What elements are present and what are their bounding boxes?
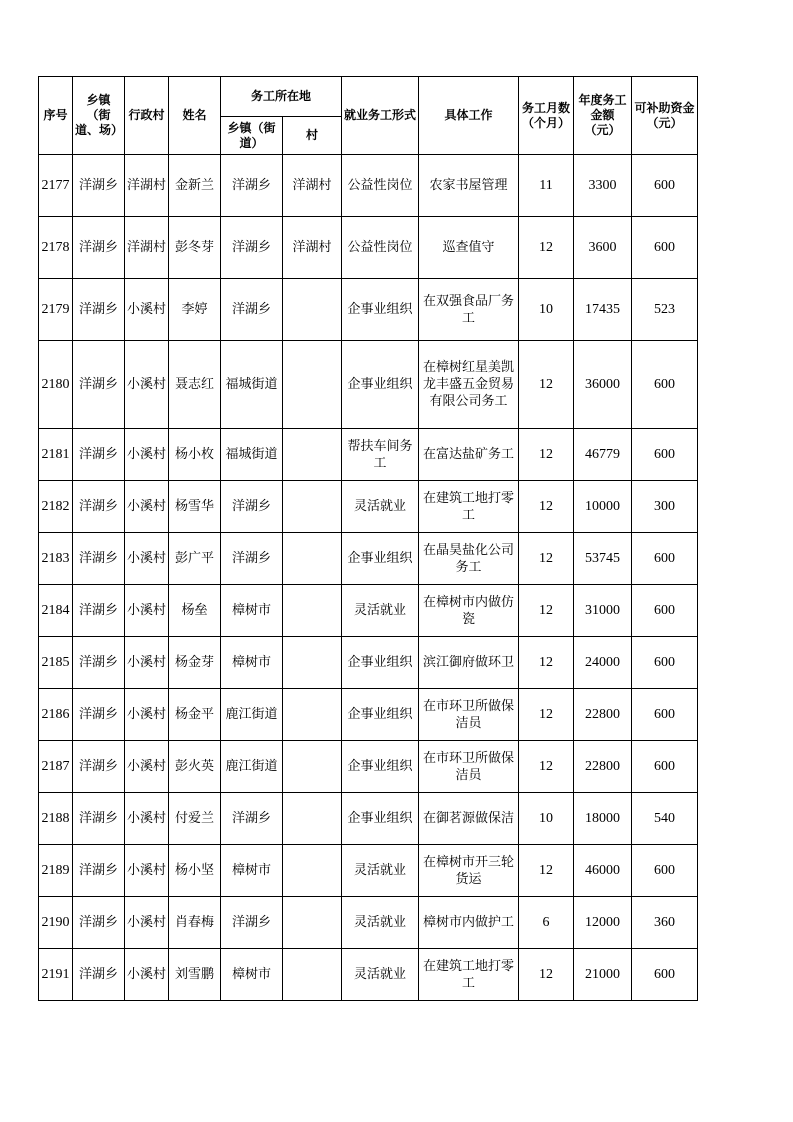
seq-cell: 2187	[39, 741, 73, 793]
work-village-cell	[283, 949, 342, 1001]
months-cell: 12	[519, 585, 574, 637]
name-cell: 彭广平	[169, 533, 221, 585]
village-cell: 小溪村	[125, 741, 169, 793]
work-village-cell	[283, 279, 342, 341]
town-cell: 洋湖乡	[73, 155, 125, 217]
months-cell: 12	[519, 341, 574, 429]
subsidy-cell: 600	[632, 741, 698, 793]
name-cell: 彭火英	[169, 741, 221, 793]
seq-cell: 2184	[39, 585, 73, 637]
village-cell: 小溪村	[125, 341, 169, 429]
town-cell: 洋湖乡	[73, 741, 125, 793]
months-cell: 10	[519, 793, 574, 845]
header-work-village: 村	[283, 117, 342, 155]
town-cell: 洋湖乡	[73, 217, 125, 279]
village-cell: 小溪村	[125, 429, 169, 481]
months-cell: 12	[519, 741, 574, 793]
job-cell: 在双强食品厂务工	[419, 279, 519, 341]
town-cell: 洋湖乡	[73, 533, 125, 585]
work-village-cell	[283, 845, 342, 897]
job-cell: 巡查值守	[419, 217, 519, 279]
work-village-cell	[283, 533, 342, 585]
subsidy-cell: 600	[632, 637, 698, 689]
header-employment-form: 就业务工形式	[342, 77, 419, 155]
header-work-town: 乡镇（街道）	[221, 117, 283, 155]
town-cell: 洋湖乡	[73, 279, 125, 341]
work-village-cell	[283, 793, 342, 845]
annual-amount-cell: 18000	[574, 793, 632, 845]
employment-form-cell: 灵活就业	[342, 481, 419, 533]
header-months: 务工月数（个月）	[519, 77, 574, 155]
work-village-cell	[283, 897, 342, 949]
work-town-cell: 樟树市	[221, 585, 283, 637]
subsidy-cell: 600	[632, 341, 698, 429]
annual-amount-cell: 10000	[574, 481, 632, 533]
header-job: 具体工作	[419, 77, 519, 155]
seq-cell: 2185	[39, 637, 73, 689]
employment-form-cell: 灵活就业	[342, 897, 419, 949]
subsidy-cell: 600	[632, 689, 698, 741]
months-cell: 6	[519, 897, 574, 949]
employment-form-cell: 灵活就业	[342, 845, 419, 897]
name-cell: 杨雪华	[169, 481, 221, 533]
table-row	[39, 585, 698, 637]
job-cell: 在建筑工地打零工	[419, 481, 519, 533]
town-cell: 洋湖乡	[73, 845, 125, 897]
work-town-cell: 洋湖乡	[221, 279, 283, 341]
town-cell: 洋湖乡	[73, 897, 125, 949]
annual-amount-cell: 21000	[574, 949, 632, 1001]
seq-cell: 2177	[39, 155, 73, 217]
village-cell: 洋湖村	[125, 155, 169, 217]
job-cell: 在御茗源做保洁	[419, 793, 519, 845]
table-row	[39, 429, 698, 481]
name-cell: 杨小坚	[169, 845, 221, 897]
seq-cell: 2190	[39, 897, 73, 949]
job-cell: 在樟树红星美凯龙丰盛五金贸易有限公司务工	[419, 341, 519, 429]
job-cell: 在市环卫所做保洁员	[419, 689, 519, 741]
header-subsidy: 可补助资金（元）	[632, 77, 698, 155]
subsidy-cell: 300	[632, 481, 698, 533]
work-village-cell	[283, 429, 342, 481]
work-town-cell: 洋湖乡	[221, 793, 283, 845]
employment-subsidy-table	[38, 76, 698, 1001]
employment-form-cell: 企事业组织	[342, 637, 419, 689]
village-cell: 小溪村	[125, 897, 169, 949]
name-cell: 杨小枚	[169, 429, 221, 481]
name-cell: 肖春梅	[169, 897, 221, 949]
table-row	[39, 741, 698, 793]
header-town: 乡镇（街道、场）	[73, 77, 125, 155]
months-cell: 12	[519, 689, 574, 741]
table-row	[39, 689, 698, 741]
header-village: 行政村	[125, 77, 169, 155]
village-cell: 小溪村	[125, 637, 169, 689]
job-cell: 在樟树市开三轮货运	[419, 845, 519, 897]
job-cell: 樟树市内做护工	[419, 897, 519, 949]
name-cell: 金新兰	[169, 155, 221, 217]
town-cell: 洋湖乡	[73, 637, 125, 689]
table-row	[39, 279, 698, 341]
table-row	[39, 637, 698, 689]
work-village-cell	[283, 341, 342, 429]
subsidy-cell: 600	[632, 533, 698, 585]
work-village-cell	[283, 585, 342, 637]
town-cell: 洋湖乡	[73, 689, 125, 741]
table-row	[39, 533, 698, 585]
months-cell: 12	[519, 845, 574, 897]
months-cell: 12	[519, 217, 574, 279]
work-town-cell: 樟树市	[221, 949, 283, 1001]
work-town-cell: 洋湖乡	[221, 155, 283, 217]
annual-amount-cell: 36000	[574, 341, 632, 429]
village-cell: 小溪村	[125, 793, 169, 845]
work-town-cell: 洋湖乡	[221, 533, 283, 585]
employment-form-cell: 企事业组织	[342, 793, 419, 845]
subsidy-cell: 523	[632, 279, 698, 341]
annual-amount-cell: 24000	[574, 637, 632, 689]
employment-form-cell: 企事业组织	[342, 279, 419, 341]
name-cell: 杨金芽	[169, 637, 221, 689]
annual-amount-cell: 46779	[574, 429, 632, 481]
seq-cell: 2191	[39, 949, 73, 1001]
work-town-cell: 鹿江街道	[221, 741, 283, 793]
table-body	[39, 155, 698, 1001]
header-seq: 序号	[39, 77, 73, 155]
table-row	[39, 341, 698, 429]
seq-cell: 2189	[39, 845, 73, 897]
table-row	[39, 793, 698, 845]
seq-cell: 2183	[39, 533, 73, 585]
town-cell: 洋湖乡	[73, 949, 125, 1001]
employment-form-cell: 帮扶车间务工	[342, 429, 419, 481]
job-cell: 在富达盐矿务工	[419, 429, 519, 481]
header-annual-amount: 年度务工金额（元）	[574, 77, 632, 155]
months-cell: 12	[519, 481, 574, 533]
name-cell: 付爱兰	[169, 793, 221, 845]
town-cell: 洋湖乡	[73, 429, 125, 481]
subsidy-cell: 600	[632, 155, 698, 217]
town-cell: 洋湖乡	[73, 341, 125, 429]
annual-amount-cell: 31000	[574, 585, 632, 637]
name-cell: 彭冬芽	[169, 217, 221, 279]
months-cell: 12	[519, 533, 574, 585]
annual-amount-cell: 3300	[574, 155, 632, 217]
job-cell: 滨江御府做环卫	[419, 637, 519, 689]
subsidy-cell: 540	[632, 793, 698, 845]
work-town-cell: 洋湖乡	[221, 481, 283, 533]
table-row	[39, 481, 698, 533]
work-town-cell: 鹿江街道	[221, 689, 283, 741]
annual-amount-cell: 22800	[574, 741, 632, 793]
employment-form-cell: 灵活就业	[342, 585, 419, 637]
employment-form-cell: 企事业组织	[342, 341, 419, 429]
seq-cell: 2180	[39, 341, 73, 429]
work-town-cell: 洋湖乡	[221, 897, 283, 949]
employment-form-cell: 公益性岗位	[342, 217, 419, 279]
subsidy-cell: 600	[632, 585, 698, 637]
seq-cell: 2188	[39, 793, 73, 845]
job-cell: 在晶昊盐化公司务工	[419, 533, 519, 585]
seq-cell: 2182	[39, 481, 73, 533]
employment-form-cell: 灵活就业	[342, 949, 419, 1001]
name-cell: 聂志红	[169, 341, 221, 429]
work-village-cell	[283, 481, 342, 533]
village-cell: 洋湖村	[125, 217, 169, 279]
table-row	[39, 155, 698, 217]
subsidy-cell: 600	[632, 429, 698, 481]
work-village-cell: 洋湖村	[283, 155, 342, 217]
seq-cell: 2181	[39, 429, 73, 481]
employment-form-cell: 企事业组织	[342, 741, 419, 793]
village-cell: 小溪村	[125, 279, 169, 341]
months-cell: 12	[519, 949, 574, 1001]
header-name: 姓名	[169, 77, 221, 155]
village-cell: 小溪村	[125, 689, 169, 741]
work-village-cell: 洋湖村	[283, 217, 342, 279]
name-cell: 杨金平	[169, 689, 221, 741]
annual-amount-cell: 17435	[574, 279, 632, 341]
table-row	[39, 845, 698, 897]
table-row	[39, 949, 698, 1001]
work-town-cell: 樟树市	[221, 845, 283, 897]
job-cell: 在建筑工地打零工	[419, 949, 519, 1001]
subsidy-cell: 600	[632, 949, 698, 1001]
months-cell: 10	[519, 279, 574, 341]
annual-amount-cell: 46000	[574, 845, 632, 897]
name-cell: 刘雪鹏	[169, 949, 221, 1001]
annual-amount-cell: 12000	[574, 897, 632, 949]
table-row	[39, 217, 698, 279]
seq-cell: 2186	[39, 689, 73, 741]
seq-cell: 2179	[39, 279, 73, 341]
employment-form-cell: 企事业组织	[342, 533, 419, 585]
subsidy-cell: 600	[632, 217, 698, 279]
work-town-cell: 樟树市	[221, 637, 283, 689]
job-cell: 在市环卫所做保洁员	[419, 741, 519, 793]
job-cell: 农家书屋管理	[419, 155, 519, 217]
town-cell: 洋湖乡	[73, 793, 125, 845]
town-cell: 洋湖乡	[73, 585, 125, 637]
work-village-cell	[283, 689, 342, 741]
employment-form-cell: 企事业组织	[342, 689, 419, 741]
work-village-cell	[283, 637, 342, 689]
subsidy-cell: 600	[632, 845, 698, 897]
annual-amount-cell: 3600	[574, 217, 632, 279]
months-cell: 12	[519, 637, 574, 689]
village-cell: 小溪村	[125, 845, 169, 897]
name-cell: 李婷	[169, 279, 221, 341]
village-cell: 小溪村	[125, 533, 169, 585]
work-town-cell: 福城街道	[221, 341, 283, 429]
job-cell: 在樟树市内做仿瓷	[419, 585, 519, 637]
header-work-location: 务工所在地	[221, 77, 342, 117]
work-town-cell: 洋湖乡	[221, 217, 283, 279]
village-cell: 小溪村	[125, 585, 169, 637]
annual-amount-cell: 53745	[574, 533, 632, 585]
seq-cell: 2178	[39, 217, 73, 279]
employment-form-cell: 公益性岗位	[342, 155, 419, 217]
village-cell: 小溪村	[125, 949, 169, 1001]
name-cell: 杨垒	[169, 585, 221, 637]
subsidy-cell: 360	[632, 897, 698, 949]
months-cell: 12	[519, 429, 574, 481]
header-row-top	[39, 77, 698, 117]
annual-amount-cell: 22800	[574, 689, 632, 741]
town-cell: 洋湖乡	[73, 481, 125, 533]
table-row	[39, 897, 698, 949]
work-village-cell	[283, 741, 342, 793]
work-town-cell: 福城街道	[221, 429, 283, 481]
village-cell: 小溪村	[125, 481, 169, 533]
months-cell: 11	[519, 155, 574, 217]
